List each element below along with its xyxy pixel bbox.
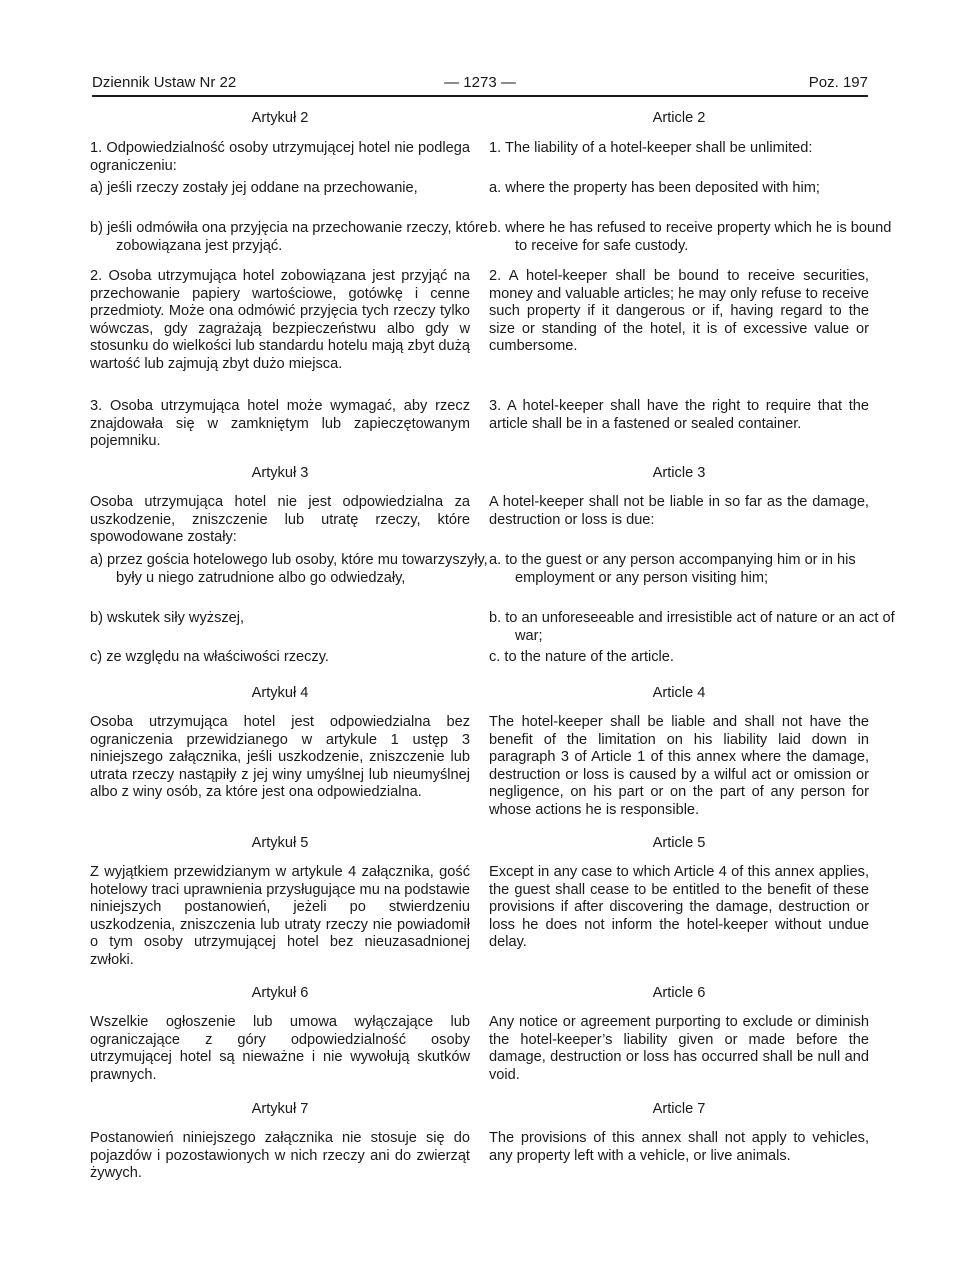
journal-title: Dziennik Ustaw Nr 22 [92,74,237,91]
en-article-5-text: Except in any case to which Article 4 of this annex applies, the guest shall cease to be entitled to the benefit of these provisions if after discovering the damage, destruction or loss he does not inform the hotel-keeper without undue delay. [489,864,869,951]
en-article-6-text: Any notice or agreement purporting to exclude or diminish the hotel-keeper’s liability given or made before the damage, destruction or loss has occurred shall be null and void. [489,1014,869,1083]
pl-article-7-text: Postanowień niniejszego załącznika nie stosuje się do pojazdów i pozostawionych w nich rzeczy ani do zwierząt żywych. [90,1130,470,1182]
pl-article-3-intro: Osoba utrzymująca hotel nie jest odpowiedzialna za uszkodzenie, zniszczenie lub utratę rzeczy, które spowodowane zostały: [90,494,470,546]
pl-article-5-text: Z wyjątkiem przewidzianym w artykule 4 załącznika, gość hotelowy traci uprawnienia przysługujące mu na podstawie niniejszych postanowień, jeżeli po stwierdzeniu uszkodzenia, zniszczenia lub utraty rzeczy nie powiadomił o tym osoby utrzymującej hotel bez nieuzasadnionej zwłoki. [90,864,470,968]
en-article-3-item-b: b. to an unforeseeable and irresistible act of nature or an act of war; [489,610,895,644]
pl-article-4-text: Osoba utrzymująca hotel jest odpowiedzialna bez ograniczenia przewidzianego w artykule 1 ustęp 3 niniejszego załącznika, jeśli uszkodzenie, zniszczenie lub utrata rzeczy nastąpiły z jej winy umyślnej lub nieumyślnej albo z winy osób, za które jest ona odpowiedzialna. [90,714,470,801]
pl-article-7-heading: Artykuł 7 [251,1101,309,1117]
pl-article-2-para-3: 3. Osoba utrzymująca hotel może wymagać, aby rzecz znajdowała się w zamkniętym lub zapieczętowanym pojemniku. [90,398,470,450]
en-article-5-heading: Article 5 [652,835,706,851]
en-article-4-heading: Article 4 [652,685,706,701]
pl-article-4-heading: Artykuł 4 [251,685,309,701]
pl-article-3-item-a: a) przez gościa hotelowego lub osoby, które mu towarzyszyły, były u niego zatrudnione albo go odwiedzały, [90,552,488,586]
en-article-2-item-b: b. where he has refused to receive property which he is bound to receive for safe custody. [489,220,892,254]
pl-article-2-heading: Artykuł 2 [251,110,309,126]
pl-article-2-item-b: b) jeśli odmówiła ona przyjęcia na przechowanie rzeczy, które zobowiązana jest przyjąć. [90,220,488,254]
pl-article-3-item-c: c) ze względu na właściwości rzeczy. [90,649,329,665]
pl-article-2-para-2: 2. Osoba utrzymująca hotel zobowiązana jest przyjąć na przechowanie papiery wartościowe, gotówkę i cenne przedmioty. Może ona odmówić przyjęcia tych rzeczy tylko wówczas, gdy zagrażają bezpieczeństwu albo gdy w stosunku do wielkości lub standardu hotelu mają zbyt dużą wartość lub zajmują zbyt dużo miejsca. [90,268,470,372]
en-article-3-heading: Article 3 [652,465,706,481]
en-article-6-heading: Article 6 [652,985,706,1001]
pl-article-5-heading: Artykuł 5 [251,835,309,851]
pl-article-2-para-1: 1. Odpowiedzialność osoby utrzymującej hotel nie podlega ograniczeniu: [90,140,470,174]
page-header [92,70,868,94]
en-article-3-item-a: a. to the guest or any person accompanying him or in his employment or any person visiting him; [489,552,856,586]
en-article-2-item-a: a. where the property has been deposited with him; [489,180,820,196]
pl-article-3-item-b: b) wskutek siły wyższej, [90,610,245,626]
en-article-3-intro: A hotel-keeper shall not be liable in so far as the damage, destruction or loss is due: [489,494,869,528]
pl-article-6-heading: Artykuł 6 [251,985,309,1001]
pl-article-2-item-a: a) jeśli rzeczy zostały jej oddane na przechowanie, [90,180,418,196]
en-article-7-heading: Article 7 [652,1101,706,1117]
pl-article-3-heading: Artykuł 3 [251,465,309,481]
en-article-4-text: The hotel-keeper shall be liable and shall not have the benefit of the limitation on his liability laid down in paragraph 3 of Article 1 of this annex where the damage, destruction or loss is caused by a wilful act or omission or negligence, on his part or on the part of any person for whose actions he is responsible. [489,714,869,818]
position-number: Poz. 197 [808,74,868,91]
en-article-2-para-1: 1. The liability of a hotel-keeper shall be unlimited: [489,140,813,156]
page-number: — 1273 — [444,74,516,91]
pl-article-6-text: Wszelkie ogłoszenie lub umowa wyłączające lub ograniczające z góry odpowiedzialność osoby utrzymującej hotel są nieważne i nie wywołują skutków prawnych. [90,1014,470,1083]
en-article-2-heading: Article 2 [652,110,706,126]
en-article-7-text: The provisions of this annex shall not apply to vehicles, any property left with a vehicle, or live animals. [489,1130,869,1164]
en-article-2-para-3: 3. A hotel-keeper shall have the right to require that the article shall be in a fastened or sealed container. [489,398,869,432]
en-article-2-para-2: 2. A hotel-keeper shall be bound to receive securities, money and valuable articles; he may only refuse to receive such property if it dangerous or if, having regard to the size or standing of the hotel, it is of excessive value or cumbersome. [489,268,869,355]
header-rule [92,95,868,97]
en-article-3-item-c: c. to the nature of the article. [489,649,674,665]
